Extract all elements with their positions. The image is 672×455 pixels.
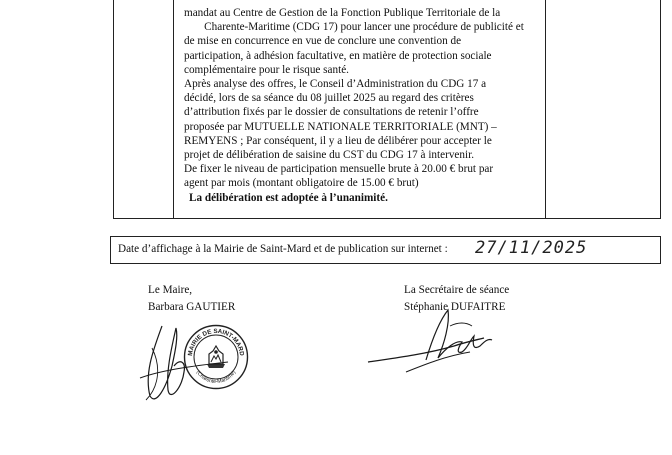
- text-line: décidé, lors de sa séance du 08 juillet 2025 au regard des critères: [184, 92, 474, 105]
- affichage-date: 27/11/2025: [475, 238, 588, 258]
- text-line: participation, à adhésion facultative, en matière de protection sociale: [184, 49, 492, 62]
- affichage-box: [110, 236, 661, 264]
- text-line: Après analyse des offres, le Conseil d’Administration du CDG 17 a: [184, 78, 487, 91]
- text-line: mandat au Centre de Gestion de la Fonction Publique Territoriale de la: [184, 7, 501, 19]
- maire-role: Le Maire,: [148, 284, 193, 296]
- maire-name: Barbara GAUTIER: [148, 301, 236, 313]
- text-line: complémentaire pour le risque santé.: [184, 63, 349, 76]
- text-line: De fixer le niveau de participation mensuelle brute à 20.00 € brut par: [184, 163, 494, 176]
- svg-text:MAIRIE DE SAINT-MARD: MAIRIE DE SAINT-MARD: [186, 327, 246, 357]
- text-line: de mise en concurrence en vue de conclure une convention de: [184, 35, 462, 48]
- column-divider-left: [173, 0, 174, 218]
- text-line: d’attribution fixés par le dossier de consultations de retenir l’offre: [184, 106, 479, 119]
- deliberation-conclusion: La délibération est adoptée à l’unanimité.: [189, 191, 388, 204]
- secretaire-name: Stéphanie DUFAITRE: [404, 301, 506, 313]
- text-line: REMYENS ; Par conséquent, il y a lieu de délibérer pour accepter le: [184, 134, 492, 147]
- affichage-label: Date d’affichage à la Mairie de Saint-Mard et de publication sur internet :: [118, 243, 448, 255]
- text-line: projet de délibération de saisine du CST du CDG 17 à intervenir.: [184, 149, 474, 162]
- deliberation-text: [184, 6, 544, 205]
- text-line: Charente-Maritime (CDG 17) pour lancer une procédure de publicité et: [204, 21, 524, 34]
- maire-block: [148, 282, 235, 316]
- maire-signature: [132, 318, 242, 408]
- column-divider-right: [545, 0, 546, 218]
- svg-text:(Charente-Maritime): (Charente-Maritime): [194, 369, 238, 386]
- text-line: agent par mois (montant obligatoire de 15.00 € brut): [184, 177, 419, 190]
- text-line: proposée par MUTUELLE NATIONALE TERRITORIALE (MNT) –: [184, 120, 497, 133]
- secretaire-signature: [366, 300, 506, 380]
- secretaire-role: La Secrétaire de séance: [404, 284, 510, 296]
- deliberation-table: [113, 0, 661, 219]
